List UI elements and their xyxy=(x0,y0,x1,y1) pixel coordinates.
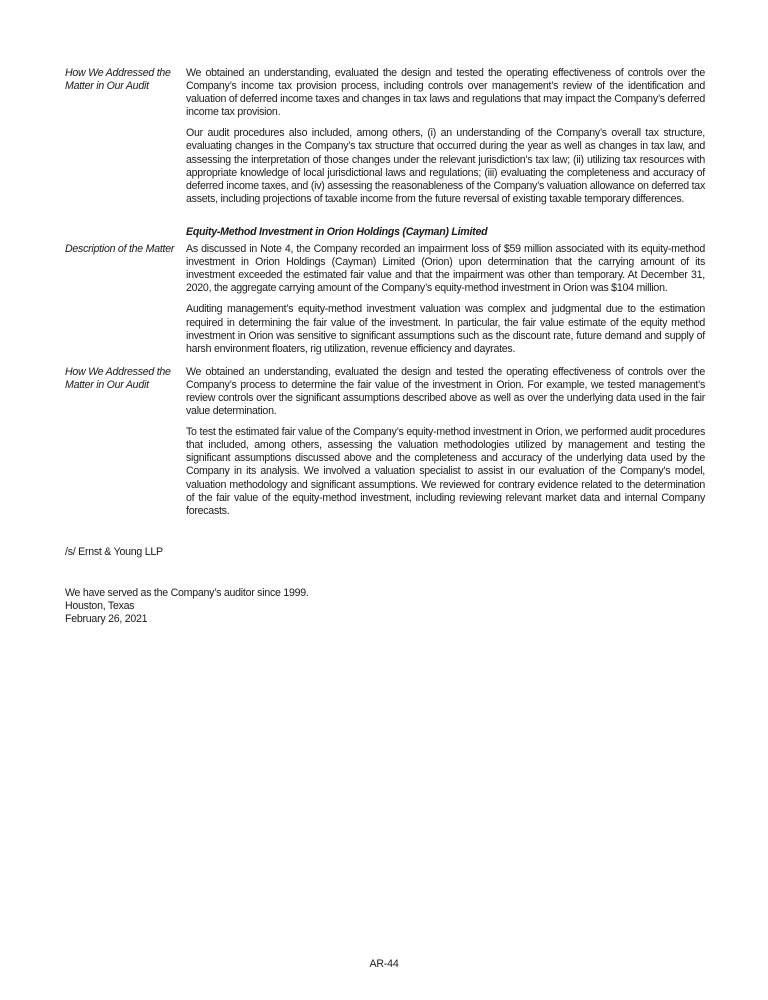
section-label: Description of the Matter xyxy=(65,243,175,256)
description-of-matter-section xyxy=(65,243,705,356)
matter-heading-row xyxy=(65,226,705,243)
section-body xyxy=(186,243,705,356)
matter-heading: Equity-Method Investment in Orion Holdings (Cayman) Limited xyxy=(186,225,488,238)
section-body xyxy=(186,67,705,206)
audit-report-page xyxy=(65,67,705,626)
page-number: AR-44 xyxy=(369,958,399,970)
tax-how-addressed-section xyxy=(65,67,705,206)
closing-block xyxy=(65,587,705,626)
section-label: How We Addressed the Matter in Our Audit xyxy=(65,67,171,93)
report-date: February 26, 2021 xyxy=(65,612,148,625)
paragraph: To test the estimated fair value of the Company’s equity-method investment in Orion, we performed audit procedures that included, among others, assessing the valuation methodologies utilized by management and testing the significant assumptions discussed above and the completeness and accuracy of the underlying data used by the Company in its analysis. We involved a valuation specialist to assist in our evaluation of the Company's model, valuation methodology and significant assumptions. We reviewed for contrary evidence related to the determination of the fair value of the equity-method investment, including reviewing relevant market data and internal Company forecasts. xyxy=(186,426,705,517)
paragraph: We obtained an understanding, evaluated the design and tested the operating effectiveness of controls over the Company’s income tax provision process, including controls over management’s review of the identification and valuation of deferred income taxes and changes in tax laws and regulations that may impact the Company’s deferred income tax provision. xyxy=(186,67,705,119)
paragraph: Our audit procedures also included, among others, (i) an understanding of the Company’s overall tax structure, evaluating changes in the Company’s tax structure that occurred during the year as well as changes in tax law, and assessing the interpretation of those changes under the relevant jurisdiction’s tax law; (ii) utilizing tax resources with appropriate knowledge of local jurisdictional laws and regulations; (iii) evaluating the completeness and accuracy of deferred income taxes, and (iv) assessing the reasonableness of the Company’s valuation allowance on deferred tax assets, including projections of taxable income from the future reversal of existing taxable temporary differences. xyxy=(186,127,705,205)
section-label: How We Addressed the Matter in Our Audit xyxy=(65,365,171,391)
paragraph: Auditing management’s equity-method investment valuation was complex and judgmental due to the estimation required in determining the fair value of the investment. In particular, the fair value estimate of the equity method investment in Orion was sensitive to significant assumptions such as the discount rate, future demand and supply of harsh environment floaters, rig utilization, revenue efficiency and dayrates. xyxy=(186,303,705,355)
location: Houston, Texas xyxy=(65,599,135,612)
paragraph: As discussed in Note 4, the Company recorded an impairment loss of $59 million associated with its equity-method investment in Orion Holdings (Cayman) Limited (Orion) upon determination that the carrying amount of its investment exceeded the estimated fair value and that the impairment was other than temporary. At December 31, 2020, the aggregate carrying amount of the Company’s equity-method investment in Orion was $104 million. xyxy=(186,243,705,295)
paragraph: We obtained an understanding, evaluated the design and tested the operating effectiveness of controls over the Company’s process to determine the fair value of the investment in Orion. For example, we tested management’s review controls over the significant assumptions described above as well as over the underlying data used in the fair value determination. xyxy=(186,365,705,418)
orion-how-addressed-section xyxy=(65,366,705,518)
section-body xyxy=(186,366,705,518)
auditor-signature: /s/ Ernst & Young LLP xyxy=(65,545,163,558)
auditor-tenure: We have served as the Company’s auditor since 1999. xyxy=(65,586,309,599)
